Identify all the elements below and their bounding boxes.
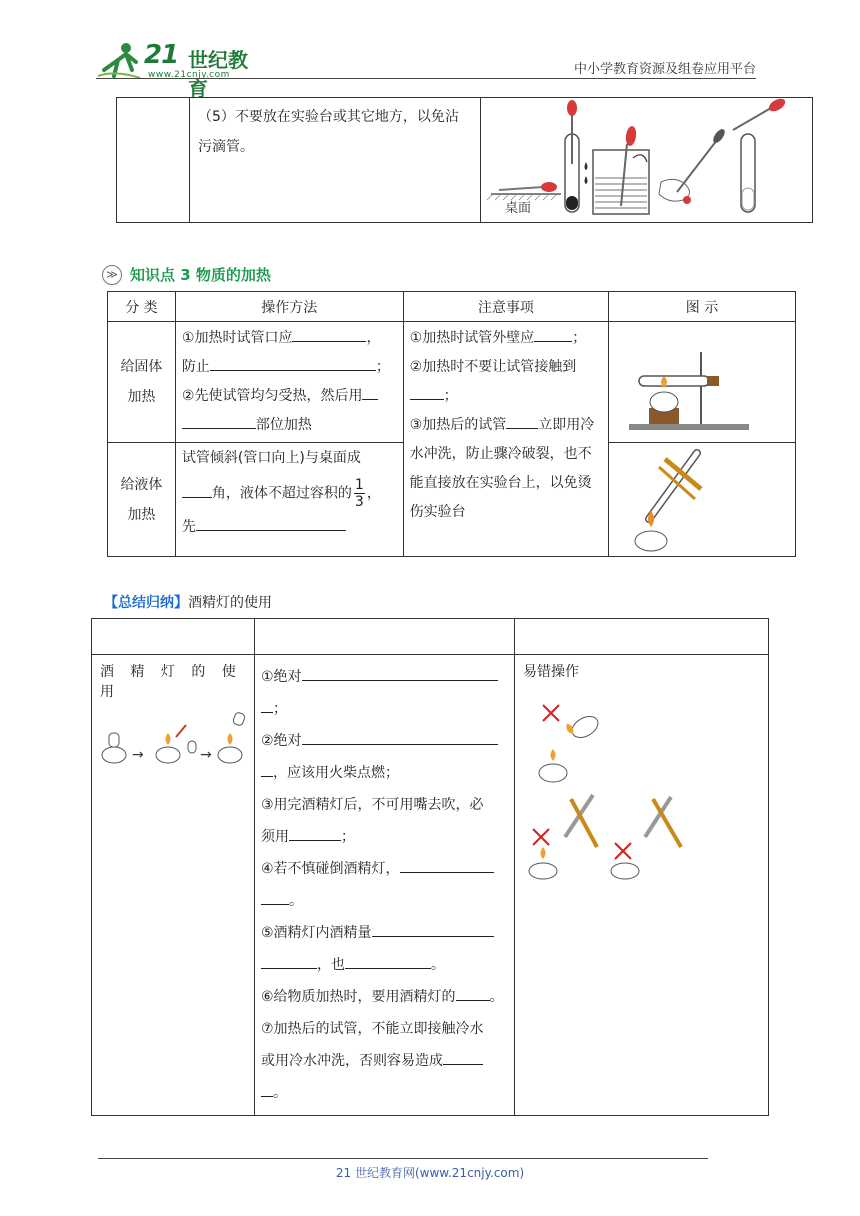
solid-figure-cell xyxy=(609,322,796,443)
common-mistakes-title: 易错操作 xyxy=(523,664,579,680)
footer-text: 21 世纪教育网(www.21cnjy.com) xyxy=(335,1166,525,1180)
lamp-usage-cell xyxy=(92,655,255,1116)
dropper-figure-cell xyxy=(481,98,813,223)
heating-table xyxy=(107,291,796,557)
dropper-item5-text: （5）不要放在实验台或其它地方，以免沾污滴管。 xyxy=(198,109,459,155)
header-method: 操作方法 xyxy=(175,292,403,322)
logo-number: 21 xyxy=(144,40,179,70)
dropper-item5-cell xyxy=(190,98,481,223)
solid-method-cell: ①加热时试管口应 ， 防止 ； ②先使试管均匀受热，然后用 部位加热 xyxy=(175,322,403,443)
solid-category-cell xyxy=(108,322,176,443)
platform-name: 中小学教育资源及组卷应用平台 xyxy=(573,62,756,77)
solid-category: 给固体加热 xyxy=(120,359,163,405)
sequence-arrow-1: → xyxy=(132,747,144,763)
footer-divider xyxy=(98,1158,708,1159)
lamp-lighting-sequence xyxy=(92,707,252,777)
liquid-category-cell xyxy=(108,443,176,557)
liquid-method-cell: 试管倾斜(管口向上)与桌面成 角，液体不超过容积的 $\frac{1}{3}$ ， 先 xyxy=(175,443,403,557)
header-figure: 图 示 xyxy=(609,292,796,322)
one-third-fraction: $\frac{1}{3}$ xyxy=(354,477,364,510)
solid-heating-apparatus xyxy=(609,322,795,438)
lamp-rules-cell: ①绝对 ； ②绝对 ，应该用火柴点燃； ③用完酒精灯后，不可用嘴去吹，必 须用 ； ④若不慎碰倒酒精灯， 。 ⑤酒精灯内酒精量 ，也 。 ⑥给物质加热时，要用酒精灯的 。 ⑦加热后的试管，不能立即接触冷水 或用冷水冲洗，否则容易造成 。 xyxy=(255,655,515,1116)
desk-label: 桌面 xyxy=(505,200,532,215)
runner-icon xyxy=(96,40,144,80)
wrong-operations-illustration xyxy=(515,687,765,887)
summary-heading: 酒精灯的使用 xyxy=(188,595,272,611)
sequence-arrow-2: → xyxy=(200,747,212,763)
header-divider xyxy=(96,78,756,79)
liquid-figure-cell xyxy=(609,443,796,557)
notes-cell: ①加热时试管外壁应 ； ②加热时不要让试管接触到 ； ③加热后的试管 立即用冷水冲洗，防止骤冷破裂，也不能直接放在实验台上，以免烫伤实验台 xyxy=(403,322,608,557)
lamp-mistakes-cell xyxy=(515,655,769,1116)
dropper-illustration xyxy=(481,98,811,222)
summary-bracket-label: 【总结归纳】 xyxy=(104,595,188,611)
logo-text: 世纪教育 xyxy=(188,48,248,101)
logo-url: www.21cnjy.com xyxy=(148,70,230,80)
dropper-table-empty-cell xyxy=(117,98,190,223)
liquid-category: 给液体加热 xyxy=(120,476,163,523)
lamp-table-header-3 xyxy=(515,619,769,655)
knowledge-point-title xyxy=(102,264,271,285)
double-chevron-icon: ≫ xyxy=(102,265,122,285)
lamp-usage-title: 酒 精 灯 的 使 用 xyxy=(100,664,242,700)
summary-title xyxy=(104,592,272,612)
header-category: 分 类 xyxy=(108,292,176,322)
header-notes: 注意事项 xyxy=(403,292,608,322)
dropper-table xyxy=(116,97,813,223)
knowledge-point-heading: 知识点 3 物质的加热 xyxy=(130,266,271,284)
liquid-heating-apparatus xyxy=(609,443,795,555)
lamp-table-header-2 xyxy=(255,619,515,655)
lamp-table xyxy=(91,618,769,1116)
lamp-table-header-1 xyxy=(92,619,255,655)
